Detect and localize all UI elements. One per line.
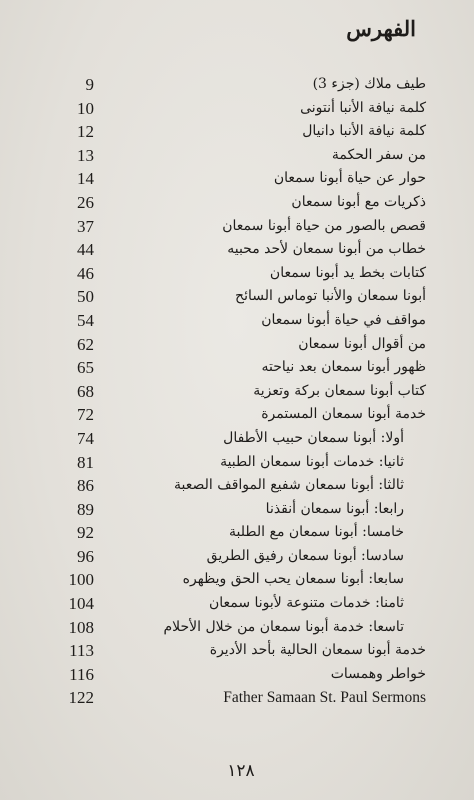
toc-entry-page: 37 [77, 216, 94, 236]
toc-entry-title: أبونا سمعان والأنبا توماس السائح [235, 288, 426, 305]
toc-entry [0, 403, 474, 427]
toc-entry-title: تاسعا: خدمة أبونا سمعان من خلال الأحلام [163, 618, 404, 635]
toc-entry-page: 65 [77, 358, 94, 378]
toc-entry-title: أولا: أبونا سمعان حبيب الأطفال [223, 429, 404, 446]
toc-entry-title: طيف ملاك (جزء 3) [312, 76, 426, 92]
toc-entry [0, 663, 474, 687]
toc-entry-page: 12 [77, 122, 94, 142]
toc-entry [0, 215, 474, 239]
toc-entry-title: ثالثا: أبونا سمعان شفيع المواقف الصعبة [173, 477, 404, 494]
toc-entry-title: ثامنا: خدمات متنوعة لأبونا سمعان [208, 595, 404, 612]
toc-entry [0, 262, 474, 286]
toc-entry-title: Father Samaan St. Paul Sermons [223, 689, 426, 707]
toc-entry-title: ذكريات مع أبونا سمعان [291, 193, 426, 210]
toc-entry [0, 380, 474, 404]
toc-entry-title: ظهور أبونا سمعان بعد نياحته [261, 359, 426, 376]
toc-entry-page: 89 [77, 499, 94, 519]
toc-entry-page: 26 [77, 192, 94, 212]
toc-entry [0, 120, 474, 144]
toc-entry-page: 81 [77, 452, 94, 472]
toc-entry-page: 108 [68, 617, 94, 637]
toc-entry [0, 568, 474, 592]
page-number: ١٢٨ [227, 761, 255, 781]
toc-entry-title: خدمة أبونا سمعان المستمرة [261, 406, 426, 423]
toc-entry [0, 592, 474, 616]
toc-entry-page: 10 [77, 98, 94, 118]
toc-entry-page: 50 [77, 287, 94, 307]
toc-entry-page: 100 [68, 570, 94, 590]
toc-entry [0, 639, 474, 663]
toc-entry-page: 113 [69, 641, 94, 661]
toc-entry [0, 498, 474, 522]
page-title: الفهرس [346, 16, 416, 41]
toc-entry-title: خدمة أبونا سمعان الحالية بأحد الأديرة [209, 642, 426, 659]
toc-entry-title: سادسا: أبونا سمعان رفيق الطريق [206, 547, 404, 564]
toc-entry-title: من أقوال أبونا سمعان [298, 335, 426, 352]
toc-entry [0, 616, 474, 640]
toc-entry [0, 356, 474, 380]
toc-entry-page: 14 [77, 169, 94, 189]
toc-entry [0, 474, 474, 498]
toc-entry-page: 116 [69, 664, 94, 684]
toc-entry-title: سابعا: أبونا سمعان يحب الحق ويظهره [182, 571, 404, 588]
toc-entry [0, 97, 474, 121]
toc-entry [0, 333, 474, 357]
toc-entry-page: 74 [77, 428, 94, 448]
toc-entry [0, 545, 474, 569]
toc-entry-title: خامسا: أبونا سمعان مع الطلبة [229, 524, 404, 541]
toc-entry-page: 54 [77, 310, 94, 330]
toc-entry-page: 62 [77, 334, 94, 354]
toc-entry-title: رابعا: أبونا سمعان أنقذنا [265, 500, 404, 517]
toc-entry [0, 73, 474, 97]
toc-entry-page: 72 [77, 405, 94, 425]
toc-entry-title: حوار عن حياة أبونا سمعان [273, 170, 426, 187]
toc-entry-page: 46 [77, 263, 94, 283]
toc-entry [0, 191, 474, 215]
toc-entry-page: 92 [77, 523, 94, 543]
toc-entry [0, 238, 474, 262]
toc-entry [0, 167, 474, 191]
toc-entry-title: ثانيا: خدمات أبونا سمعان الطبية [220, 453, 404, 470]
toc-entry [0, 144, 474, 168]
toc-entry-page: 104 [68, 594, 94, 614]
toc-entry-page: 13 [77, 145, 94, 165]
toc-entry-page: 68 [77, 381, 94, 401]
toc-entry-page: 96 [77, 546, 94, 566]
table-of-contents [0, 73, 474, 710]
toc-entry [0, 427, 474, 451]
toc-entry-page: 9 [85, 75, 94, 94]
toc-entry-title: كتاب أبونا سمعان بركة وتعزية [253, 382, 426, 399]
toc-entry-title: قصص بالصور من حياة أبونا سمعان [222, 217, 426, 234]
toc-entry [0, 451, 474, 475]
toc-entry-title: كلمة نيافة الأنبا دانيال [302, 123, 426, 140]
toc-entry-page: 86 [77, 476, 94, 496]
toc-entry [0, 686, 474, 710]
toc-entry-title: مواقف في حياة أبونا سمعان [261, 311, 426, 328]
toc-entry-title: كلمة نيافة الأنبا أنتونى [300, 99, 426, 116]
toc-entry [0, 309, 474, 333]
toc-entry [0, 285, 474, 309]
toc-entry [0, 521, 474, 545]
toc-entry-title: خواطر وهمسات [330, 665, 426, 682]
toc-entry-title: من سفر الحكمة [331, 146, 426, 163]
toc-entry-title: خطاب من أبونا سمعان لأحد محبيه [227, 241, 426, 258]
toc-entry-page: 44 [77, 240, 94, 260]
toc-entry-page: 122 [68, 688, 94, 708]
toc-entry-title: كتابات بخط يد أبونا سمعان [269, 264, 426, 281]
